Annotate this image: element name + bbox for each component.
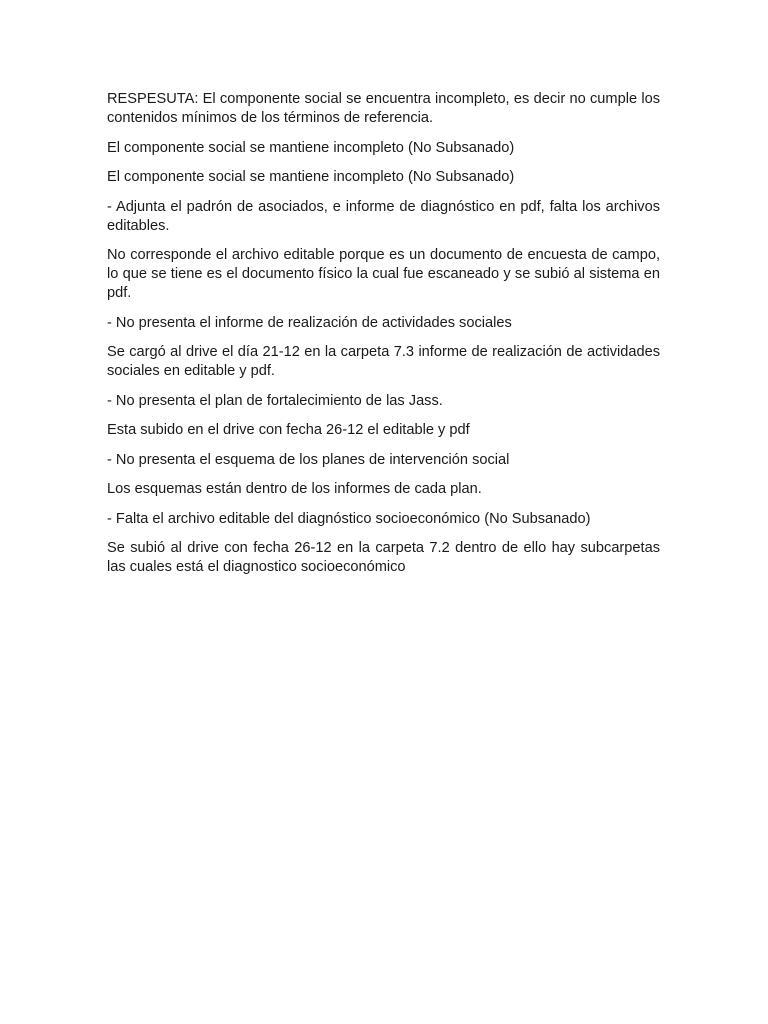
document-body (107, 90, 660, 588)
paragraph-respuesta: RESPESUTA: El componente social se encuentra incompleto, es decir no cumple los contenidos mínimos de los términos de referencia. (107, 91, 660, 126)
paragraph-observation: - Falta el archivo editable del diagnóstico socioeconómico (No Subsanado) (107, 510, 591, 527)
paragraph-reply: No corresponde el archivo editable porque es un documento de encuesta de campo, lo que se tiene es el documento físico la cual fue escaneado y se subió al sistema en pdf. (107, 247, 660, 301)
paragraph-reply: Se cargó al drive el día 21-12 en la carpeta 7.3 informe de realización de actividades sociales en editable y pdf. (107, 344, 660, 379)
paragraph-observation: - No presenta el informe de realización de actividades sociales (107, 314, 512, 331)
paragraph-reply: Los esquemas están dentro de los informes de cada plan. (107, 481, 482, 497)
paragraph-status: El componente social se mantiene incompleto (No Subsanado) (107, 139, 515, 156)
paragraph-status: El componente social se mantiene incompleto (No Subsanado) (107, 169, 515, 185)
paragraph-observation: - Adjunta el padrón de asociados, e informe de diagnóstico en pdf, falta los archivos editables. (107, 198, 660, 234)
paragraph-reply: Esta subido en el drive con fecha 26-12 el editable y pdf (107, 422, 470, 438)
paragraph-observation: - No presenta el esquema de los planes de intervención social (107, 451, 510, 468)
paragraph-reply: Se subió al drive con fecha 26-12 en la carpeta 7.2 dentro de ello hay subcarpetas las cuales está el diagnostico socioeconómico (107, 540, 660, 575)
paragraph-observation: - No presenta el plan de fortalecimiento de las Jass. (107, 392, 443, 409)
